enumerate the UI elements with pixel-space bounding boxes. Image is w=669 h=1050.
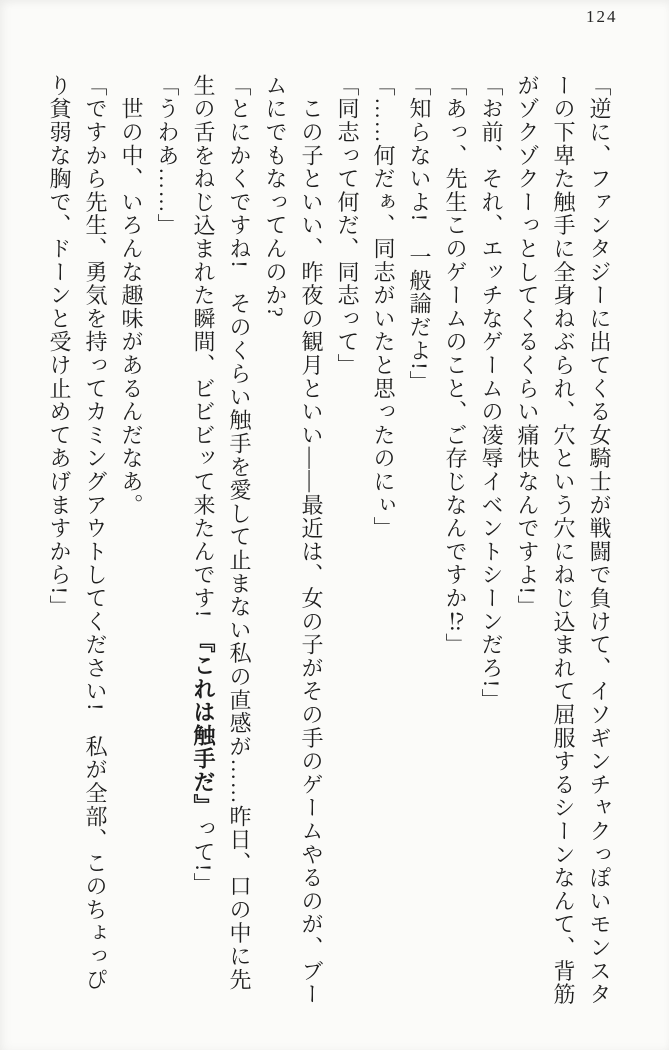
paragraph-5: 「……何だぁ、同志がいたと思ったのにぃ」 [371,74,396,540]
paragraph-4: 「知らないよ! 一般論だよ!」 [407,74,432,395]
paragraph-8 [185,74,257,1012]
paragraph-6: 「同志って何だ、同志って」 [335,74,360,377]
text-area [37,74,617,1012]
paragraph-9: 「うわあ……」 [155,74,180,238]
paragraph-1: 「逆に、ファンタジーに出てくる女騎士が戦闘で負けて、イソギンチャクっぽいモンスターの下卑た触手に全身ねぶられ、穴という穴にねじ込まれて屈服するシーンなんて、背筋がゾクゾクーっとしてくるくらい痛快なんですよ!」 [515,74,612,1006]
paragraph-8-end: って!」 [191,817,216,896]
page-number: 124 [586,7,618,26]
paragraph-7: この子といい、昨夜の観月といい――最近は、女の子がその手のゲームやるのが、ブームにでもなってんのか? [263,74,324,1006]
paragraph-8-start: 「とにかくですね! そのくらい触手を愛して止まない私の直感が……昨日、口の中に先生の舌をねじ込まれた瞬間、ビビビッて来たんです! [191,74,252,992]
paragraph-11: 「ですから先生、勇気を持ってカミングアウトしてください! 私が全部、このちょっぴり貧弱な胸で、ドーンと受け止めてあげますから!」 [47,74,108,992]
emphasized-quote: 『これは触手だ』 [191,641,216,818]
paragraph-2: 「お前、それ、エッチなゲームの凌辱イベントシーンだろ!」 [479,74,504,712]
paragraph-3: 「あっ、先生このゲームのこと、ご存じなんですか⁉」 [443,74,468,657]
paragraph-10: 世の中、いろんな趣味があるんだなあ。 [119,74,144,517]
